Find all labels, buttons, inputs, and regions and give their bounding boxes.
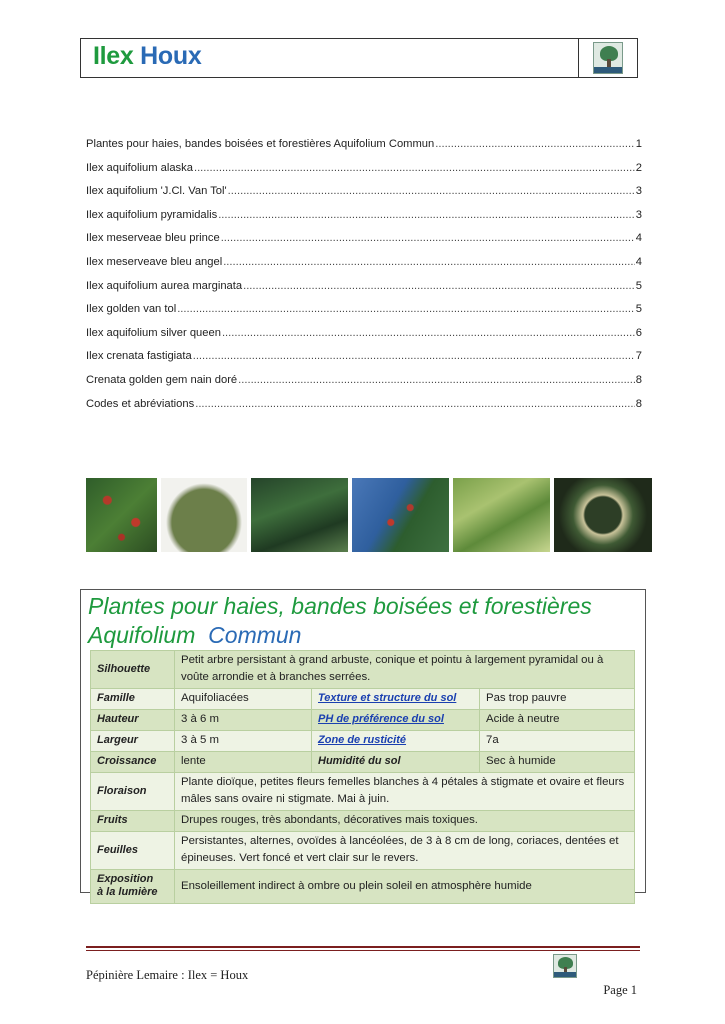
hauteur-value: 3 à 6 m bbox=[175, 710, 312, 731]
toc-entry[interactable] bbox=[86, 256, 642, 280]
holly-berries-photo bbox=[86, 478, 157, 552]
floraison-value: Plante dioïque, petites fleurs femelles blanches à 4 pétales à stigmate et ovaire et fleurs mâles sans ovaire ni stigmate. Mai à juin. bbox=[175, 773, 635, 811]
texture-value: Pas trop pauvre bbox=[480, 689, 635, 710]
title-common-name: Houx bbox=[140, 42, 202, 70]
table-row bbox=[91, 710, 635, 731]
table-row bbox=[91, 689, 635, 710]
hauteur-label: Hauteur bbox=[91, 710, 175, 731]
toc-entry-page: 1 bbox=[635, 138, 642, 150]
toc-entry-title: Ilex golden van tol bbox=[86, 303, 177, 316]
toc-entry[interactable] bbox=[86, 398, 642, 422]
header-logo-cell bbox=[578, 39, 637, 77]
toc-entry-page: 3 bbox=[635, 208, 642, 221]
toc-entry-title: Ilex crenata fastigiata bbox=[86, 350, 192, 363]
card-title-line1: Plantes pour haies, bandes boisées et forestières bbox=[88, 593, 592, 619]
footer-divider bbox=[86, 946, 640, 948]
toc-entry-title: Crenata golden gem nain doré bbox=[86, 373, 238, 386]
humidite-value: Sec à humide bbox=[480, 752, 635, 773]
toc-entry[interactable] bbox=[86, 185, 642, 209]
toc-entry[interactable] bbox=[86, 350, 642, 374]
table-row bbox=[91, 731, 635, 752]
exposition-label bbox=[91, 870, 175, 904]
photo-strip bbox=[86, 478, 652, 552]
footer-text: Pépinière Lemaire : Ilex = Houx bbox=[86, 968, 249, 982]
toc-entry[interactable] bbox=[86, 232, 642, 256]
table-row bbox=[91, 832, 635, 870]
toc-entry-title: Ilex meserveae bleu prince bbox=[86, 232, 220, 245]
table-row bbox=[91, 651, 635, 689]
toc-entry-page: 2 bbox=[635, 161, 642, 174]
toc-entry[interactable] bbox=[86, 303, 642, 327]
nursery-logo-icon bbox=[593, 42, 623, 74]
toc-entry-title: Codes et abréviations bbox=[86, 397, 195, 410]
toc-entry-title: Ilex meserveave bleu angel bbox=[86, 255, 223, 268]
toc-entry[interactable] bbox=[86, 280, 642, 304]
toc-entry-page: 7 bbox=[635, 350, 642, 363]
croissance-value: lente bbox=[175, 752, 312, 773]
plant-card bbox=[80, 589, 646, 898]
floraison-label: Floraison bbox=[91, 773, 175, 811]
ph-value: Acide à neutre bbox=[480, 710, 635, 731]
toc-entry-title: Ilex aquifolium pyramidalis bbox=[86, 208, 218, 221]
table-row bbox=[91, 752, 635, 773]
holly-leaves-photo bbox=[251, 478, 348, 552]
toc-entry-title: Ilex aquifolium alaska bbox=[86, 161, 193, 174]
croissance-label: Croissance bbox=[91, 752, 175, 773]
exposition-label-line1: Exposition bbox=[97, 873, 154, 885]
zone-value: 7a bbox=[480, 731, 635, 752]
toc-entry-page: 5 bbox=[635, 303, 642, 316]
toc-entry-page: 5 bbox=[635, 279, 642, 292]
holly-hedge-photo bbox=[453, 478, 550, 552]
variegated-holly-photo bbox=[554, 478, 652, 552]
toc-entry-page: 3 bbox=[635, 185, 642, 198]
texture-link[interactable]: Texture et structure du sol bbox=[312, 689, 480, 710]
toc-entry-title: Plantes pour haies, bandes boisées et forestières Aquifolium Commun bbox=[86, 138, 435, 150]
humidite-label: Humidité du sol bbox=[312, 752, 480, 773]
card-title-common: Commun bbox=[208, 622, 302, 648]
footer-logo-icon bbox=[553, 954, 577, 978]
toc-entry-page: 6 bbox=[635, 326, 642, 339]
page-number: Page 1 bbox=[603, 983, 637, 997]
toc-entry[interactable] bbox=[86, 374, 642, 398]
document-header bbox=[80, 38, 638, 78]
document-title bbox=[93, 42, 201, 71]
toc-entry-title: Ilex aquifolium 'J.Cl. Van Tol' bbox=[86, 185, 227, 198]
toc-entry-title: Ilex aquifolium aurea marginata bbox=[86, 279, 243, 292]
toc-entry-title: Ilex aquifolium silver queen bbox=[86, 326, 221, 339]
table-row bbox=[91, 811, 635, 832]
table-row bbox=[91, 870, 635, 904]
famille-value: Aquifoliacées bbox=[175, 689, 312, 710]
fruits-label: Fruits bbox=[91, 811, 175, 832]
table-of-contents bbox=[86, 138, 642, 421]
feuilles-label: Feuilles bbox=[91, 832, 175, 870]
toc-entry[interactable] bbox=[86, 162, 642, 186]
silhouette-value: Petit arbre persistant à grand arbuste, conique et pointu à largement pyramidal ou à voûte arrondie et à branches serrées. bbox=[175, 651, 635, 689]
holly-branch-sky-photo bbox=[352, 478, 449, 552]
largeur-label: Largeur bbox=[91, 731, 175, 752]
zone-link[interactable]: Zone de rusticité bbox=[312, 731, 480, 752]
holly-shrub-photo bbox=[161, 478, 247, 552]
famille-label: Famille bbox=[91, 689, 175, 710]
toc-entry[interactable] bbox=[86, 209, 642, 233]
exposition-label-line2: à la lumière bbox=[97, 886, 158, 898]
exposition-value: Ensoleillement indirect à ombre ou plein soleil en atmosphère humide bbox=[175, 870, 635, 904]
ph-link[interactable]: PH de préférence du sol bbox=[312, 710, 480, 731]
title-genus: Ilex bbox=[93, 42, 134, 70]
silhouette-label: Silhouette bbox=[91, 651, 175, 689]
fruits-value: Drupes rouges, très abondants, décoratives mais toxiques. bbox=[175, 811, 635, 832]
toc-entry-page: 8 bbox=[635, 373, 642, 386]
card-title-species: Aquifolium bbox=[88, 622, 196, 648]
plant-card-title bbox=[88, 592, 638, 650]
plant-specs-table bbox=[90, 650, 635, 904]
largeur-value: 3 à 5 m bbox=[175, 731, 312, 752]
toc-entry[interactable] bbox=[86, 138, 642, 162]
toc-entry-page: 4 bbox=[635, 255, 642, 268]
table-row bbox=[91, 773, 635, 811]
toc-entry-page: 4 bbox=[635, 232, 642, 245]
toc-entry-page: 8 bbox=[635, 397, 642, 410]
footer-divider-thin bbox=[86, 950, 640, 951]
toc-entry[interactable] bbox=[86, 327, 642, 351]
feuilles-value: Persistantes, alternes, ovoïdes à lancéolées, de 3 à 8 cm de long, coriaces, dentées et épineuses. Vert foncé et vert clair sur le revers. bbox=[175, 832, 635, 870]
